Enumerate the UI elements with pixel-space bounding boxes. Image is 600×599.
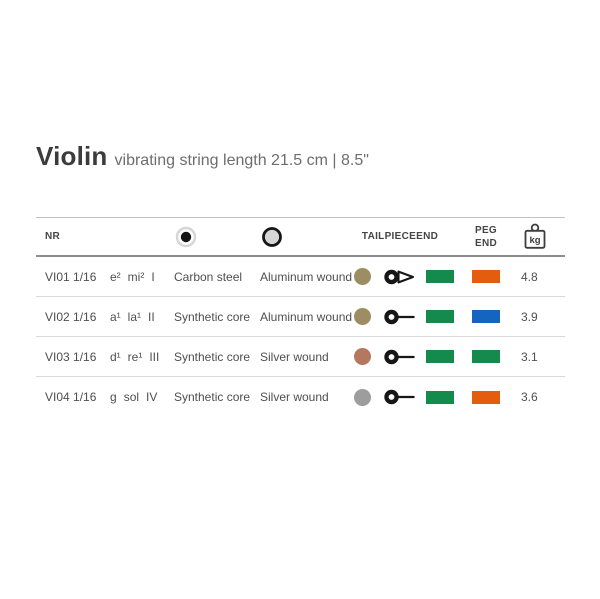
winding-material: Aluminum wound — [260, 309, 353, 324]
string-number: VI02 1/16 — [45, 309, 97, 324]
dot-cell — [350, 348, 374, 365]
tailpiece-swatch-cell — [426, 310, 472, 323]
end-type-cell — [374, 346, 426, 368]
string-color-dot — [354, 389, 371, 406]
header-core — [174, 226, 260, 248]
winding-material: Silver wound — [260, 390, 329, 404]
peg-color-swatch — [472, 270, 500, 283]
dot-cell — [350, 268, 374, 285]
end-type-cell — [374, 386, 426, 408]
header-peg-line2: END — [474, 237, 497, 249]
core-material: Carbon steel — [174, 269, 243, 284]
table-row — [36, 297, 565, 337]
note-roman: II — [148, 309, 155, 324]
core-material: Synthetic core — [174, 349, 251, 364]
winding-icon — [261, 226, 283, 248]
core-icon — [175, 226, 197, 248]
ball-end-icon — [383, 386, 417, 408]
note-pitch: e² — [110, 269, 121, 284]
string-color-dot — [354, 268, 371, 285]
winding-material: Aluminum wound — [260, 269, 353, 284]
kg-unit-label: kg — [529, 234, 541, 246]
note-solfege: mi² — [127, 269, 145, 284]
string-color-dot — [354, 348, 371, 365]
string-number: VI01 1/16 — [45, 269, 97, 284]
string-number: VI04 1/16 — [45, 390, 97, 404]
peg-color-swatch — [472, 391, 500, 404]
dot-cell — [350, 308, 374, 325]
note-roman: III — [149, 349, 160, 364]
table-row — [36, 257, 565, 297]
header-peg-line1: PEG — [474, 224, 498, 236]
header-peg-end — [472, 224, 518, 250]
end-type-cell — [374, 266, 426, 288]
tailpiece-color-swatch — [426, 350, 454, 363]
tension-kg: 4.8 — [521, 269, 538, 284]
header-winding — [260, 226, 350, 248]
table-row — [36, 377, 565, 417]
tailpiece-swatch-cell — [426, 350, 472, 363]
core-material: Synthetic core — [174, 309, 251, 324]
tailpiece-color-swatch — [426, 310, 454, 323]
note-pitch: d¹ — [110, 349, 121, 364]
note-solfege: sol — [123, 390, 140, 404]
table-header-row — [36, 217, 565, 257]
page-header — [36, 141, 369, 172]
note-solfege: la¹ — [127, 309, 142, 324]
peg-swatch-cell — [472, 270, 518, 283]
string-color-dot — [354, 308, 371, 325]
header-tailpiece-line1: TAILPIECE — [361, 231, 417, 242]
peg-swatch-cell — [472, 310, 518, 323]
header-nr: NR — [45, 231, 61, 242]
ball-end-icon — [383, 346, 417, 368]
peg-swatch-cell — [472, 391, 518, 404]
note-cell — [110, 390, 174, 404]
tailpiece-swatch-cell — [426, 270, 472, 283]
header-tailpiece-end — [361, 230, 439, 243]
tension-kg: 3.6 — [521, 390, 538, 404]
header-weight — [518, 222, 565, 252]
note-pitch: g — [110, 390, 117, 404]
note-pitch: a¹ — [110, 309, 121, 324]
core-material: Synthetic core — [174, 390, 251, 404]
end-type-cell — [374, 306, 426, 328]
note-roman: IV — [146, 390, 158, 404]
tailpiece-color-swatch — [426, 270, 454, 283]
page-subtitle: vibrating string length 21.5 cm | 8.5" — [114, 152, 369, 169]
note-cell — [110, 310, 174, 324]
tailpiece-swatch-cell — [426, 391, 472, 404]
tailpiece-color-swatch — [426, 391, 454, 404]
note-roman: I — [151, 269, 155, 284]
ball-end-icon — [383, 306, 417, 328]
tension-kg: 3.1 — [521, 349, 538, 364]
note-cell — [110, 270, 174, 284]
peg-color-swatch — [472, 310, 500, 323]
note-cell — [110, 350, 174, 364]
dot-cell — [350, 389, 374, 406]
header-tailpiece-line2: END — [416, 231, 439, 242]
string-spec-table — [36, 217, 565, 417]
kg-weight-icon — [522, 222, 548, 252]
table-row — [36, 337, 565, 377]
page-title: Violin — [36, 141, 108, 171]
tension-kg: 3.9 — [521, 309, 538, 324]
ball-end-icon — [383, 266, 417, 288]
peg-swatch-cell — [472, 350, 518, 363]
winding-material: Silver wound — [260, 349, 329, 364]
string-number: VI03 1/16 — [45, 349, 97, 364]
peg-color-swatch — [472, 350, 500, 363]
note-solfege: re¹ — [127, 349, 143, 364]
